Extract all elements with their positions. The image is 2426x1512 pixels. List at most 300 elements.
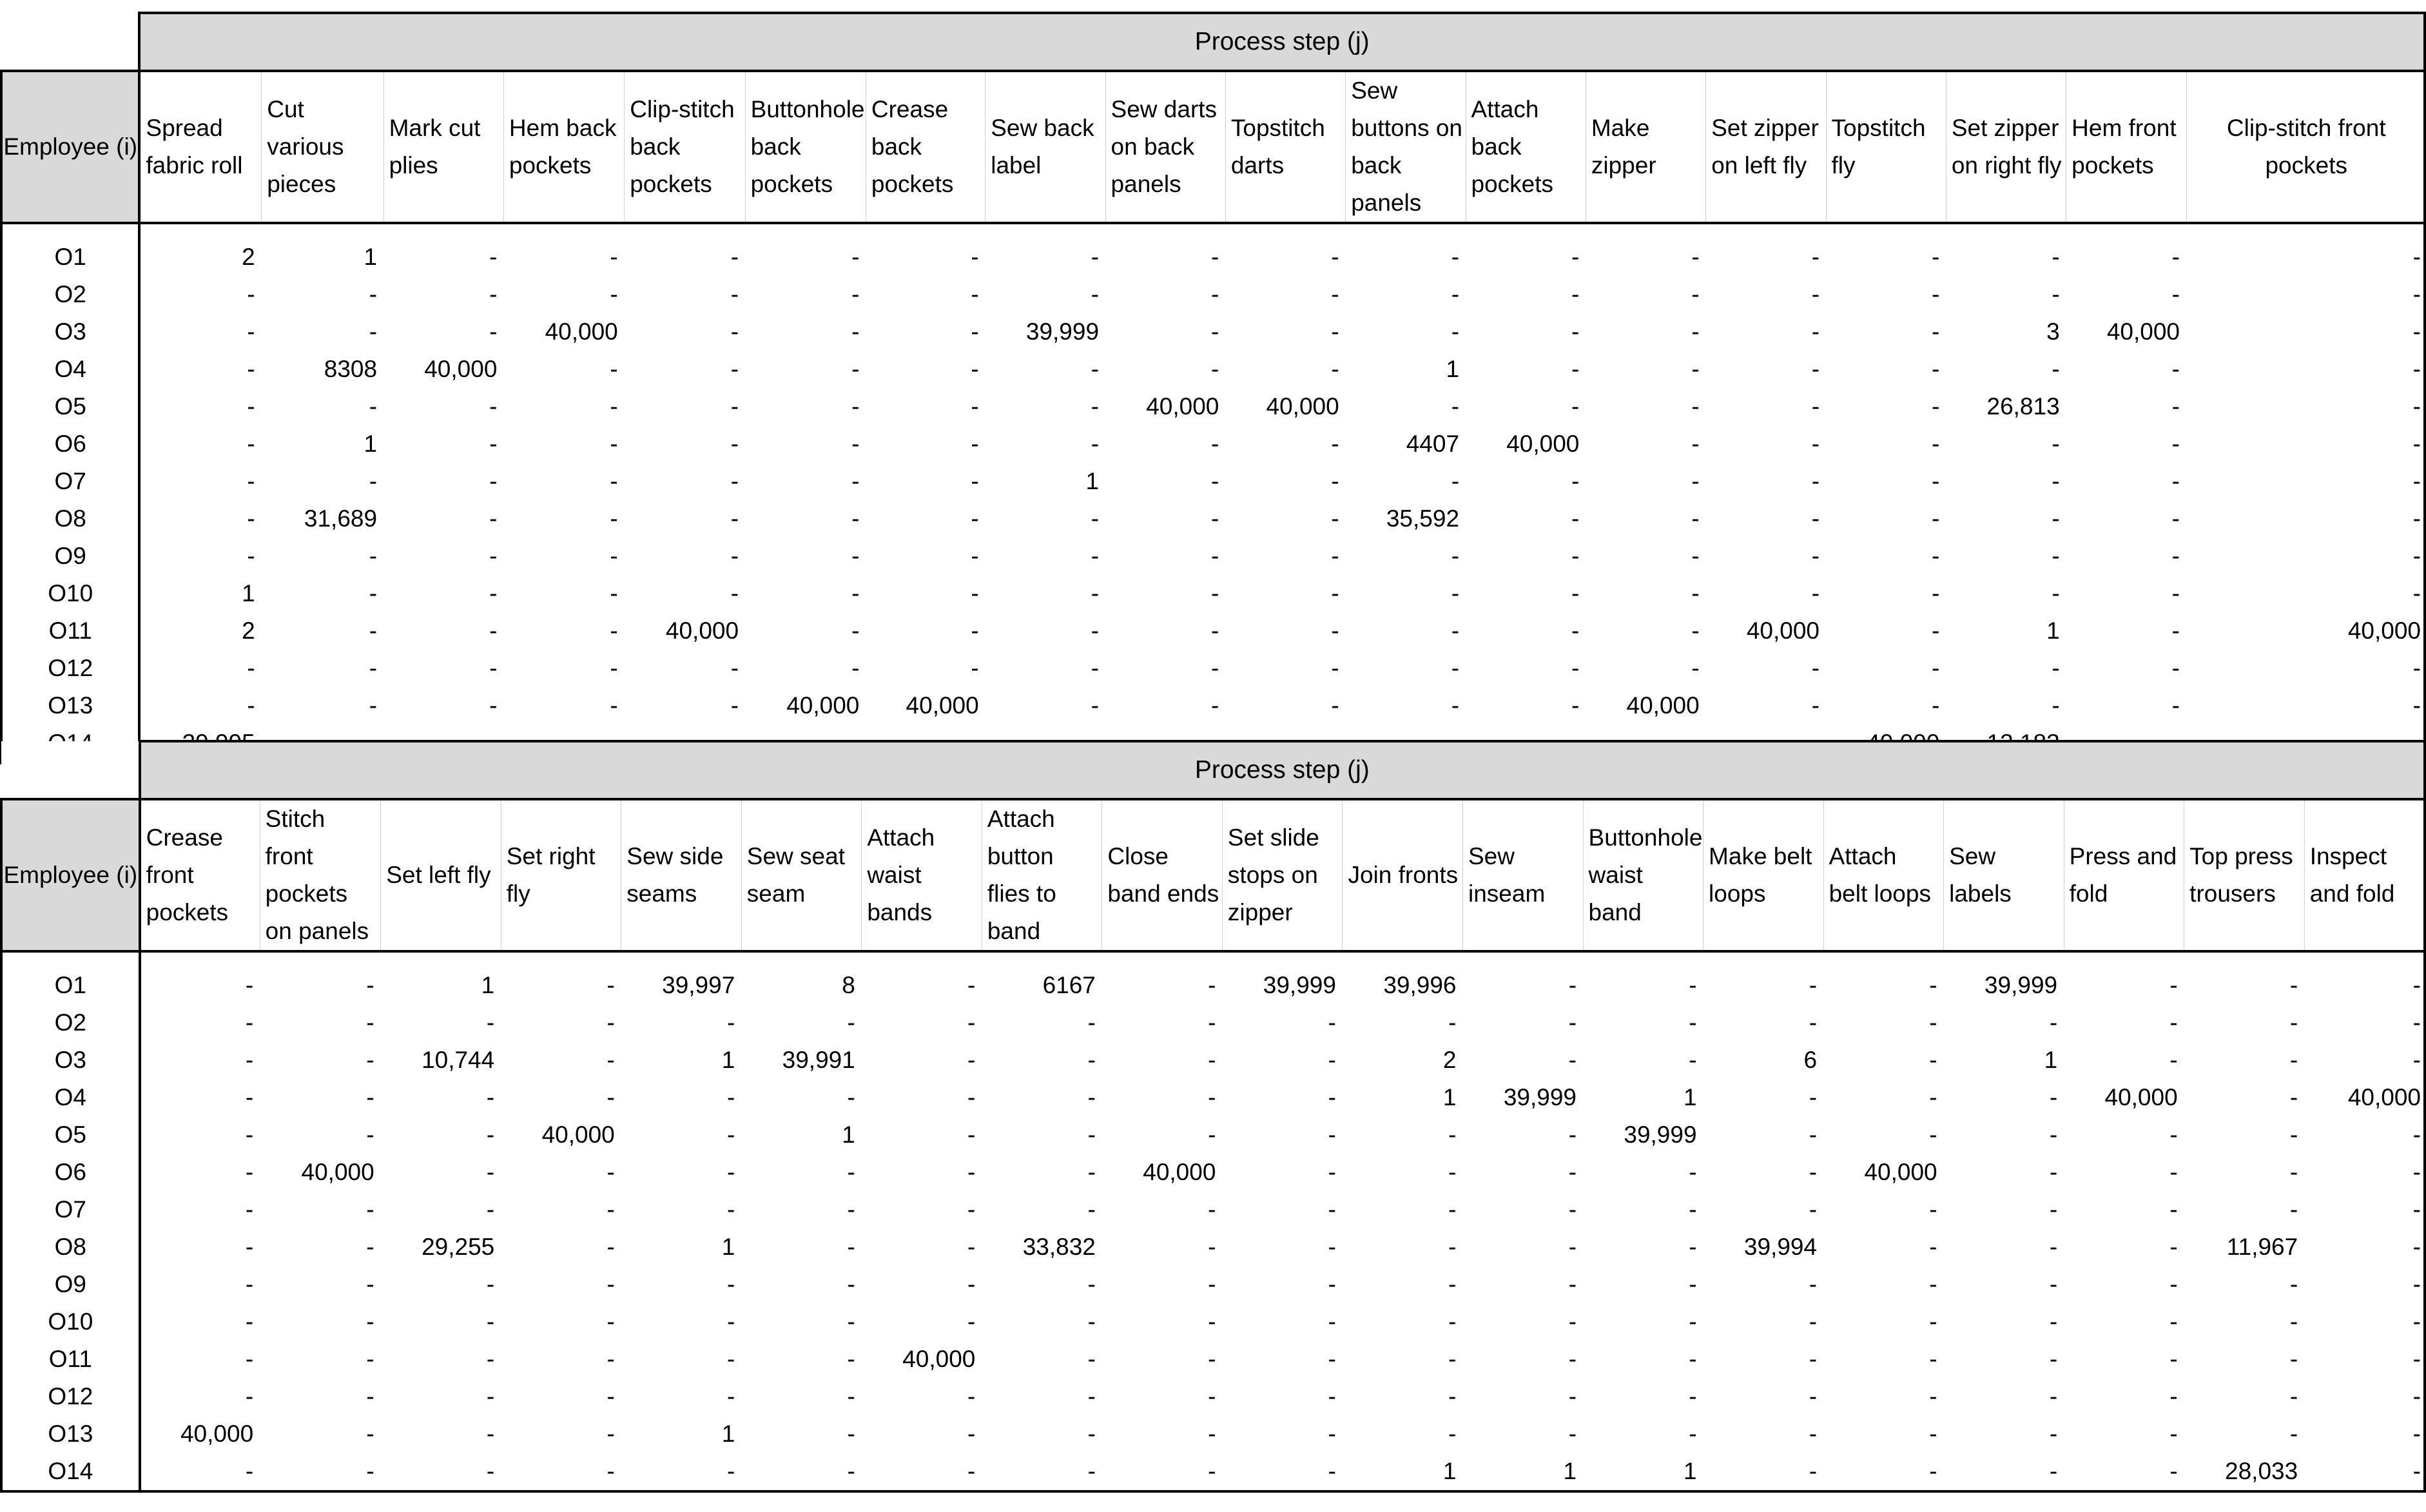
table-cell: - xyxy=(967,1383,976,1410)
table-cell: - xyxy=(1451,692,1460,719)
table-cell: - xyxy=(1087,1308,1096,1335)
table-row xyxy=(1,463,2425,500)
table-cell: - xyxy=(366,1308,374,1335)
table-row xyxy=(1,1116,2425,1154)
table-cell: - xyxy=(847,1346,855,1372)
table-cell: 1 xyxy=(842,1121,855,1148)
table-cell: - xyxy=(247,468,255,494)
table-cell: - xyxy=(606,972,615,998)
table-cell: - xyxy=(369,468,378,494)
table-cell: - xyxy=(847,1084,855,1110)
table-cell: - xyxy=(369,393,378,420)
table-cell: - xyxy=(1211,655,1219,681)
employee-label: O12 xyxy=(1,650,139,687)
table-cell: - xyxy=(366,1121,374,1148)
table-cell: 39,999 xyxy=(1263,972,1336,998)
table-cell: - xyxy=(1929,972,1937,998)
table-cell: 35,592 xyxy=(1386,505,1460,532)
table-cell: - xyxy=(971,318,979,345)
table-cell: - xyxy=(1571,356,1580,382)
process-step-column-header: Clip-stitch back pockets xyxy=(625,71,745,223)
table-cell: - xyxy=(489,543,498,569)
table-cell: - xyxy=(1087,1346,1096,1372)
table-cell: - xyxy=(1932,692,1940,719)
table-cell: - xyxy=(1087,1420,1096,1447)
process-step-column-header: Sew buttons on back panels xyxy=(1346,71,1466,223)
table-cell: 40,000 xyxy=(665,617,739,644)
employee-header: Employee (i) xyxy=(1,799,140,951)
corner-blank xyxy=(1,13,139,71)
table-cell: - xyxy=(971,431,979,457)
table-row xyxy=(1,1266,2425,1303)
table-cell: - xyxy=(1451,617,1460,644)
employee-label: O11 xyxy=(1,1341,140,1378)
table-cell: - xyxy=(1331,281,1339,307)
table-cell: - xyxy=(1328,1383,1336,1410)
table-cell: - xyxy=(2052,468,2060,494)
table-cell: - xyxy=(369,281,378,307)
table-cell: - xyxy=(245,1047,254,1073)
table-cell: - xyxy=(1932,468,1940,494)
table-cell: - xyxy=(1929,1308,1937,1335)
table-cell: - xyxy=(2289,1159,2298,1185)
table-cell: 39,996 xyxy=(1383,972,1457,998)
table-cell: - xyxy=(1811,543,1820,569)
table-cell: - xyxy=(1691,580,1700,606)
table-cell: - xyxy=(486,1159,495,1185)
table-cell: - xyxy=(247,692,255,719)
employee-label: O8 xyxy=(1,500,139,538)
table-cell: - xyxy=(851,655,860,681)
table-cell: - xyxy=(1208,1346,1216,1372)
table-cell: - xyxy=(2186,276,2425,313)
table-cell: - xyxy=(489,281,498,307)
table-cell: - xyxy=(245,1308,254,1335)
table-cell: - xyxy=(2289,1271,2298,1297)
table-cell: - xyxy=(2049,1420,2058,1447)
table-row xyxy=(1,1303,2425,1341)
table-cell: - xyxy=(1568,1346,1577,1372)
process-step-column-header: Press and fold xyxy=(2064,799,2184,951)
employee-label: O10 xyxy=(1,575,139,612)
table-cell: - xyxy=(247,281,255,307)
table-cell: - xyxy=(1328,1308,1336,1335)
table-cell: 1 xyxy=(721,1047,735,1073)
table-cell: - xyxy=(967,1420,976,1447)
table-cell: 1 xyxy=(242,580,255,606)
table-cell: - xyxy=(730,543,739,569)
table-cell: - xyxy=(245,1196,254,1223)
table-cell: - xyxy=(1208,1234,1216,1260)
process-step-column-header: Stitch front pockets on panels xyxy=(260,799,381,951)
table-cell: - xyxy=(1811,692,1820,719)
table-cell: - xyxy=(726,1121,735,1148)
table-cell: - xyxy=(851,543,860,569)
table-cell: - xyxy=(2052,692,2060,719)
employee-label: O13 xyxy=(1,1415,140,1453)
table-cell: - xyxy=(982,1453,1102,1491)
table-cell: 1 xyxy=(364,431,378,457)
table-cell: - xyxy=(1102,1453,1223,1491)
table-cell: - xyxy=(1091,692,1100,719)
table-cell: - xyxy=(1568,972,1577,998)
table-cell: - xyxy=(1809,1159,1818,1185)
table-cell: - xyxy=(1328,1346,1336,1372)
table-cell: 6 xyxy=(1803,1047,1818,1073)
table-cell: - xyxy=(851,244,860,270)
table-cell: 1 xyxy=(1085,468,1100,494)
table-cell: - xyxy=(1932,543,1940,569)
table-cell: - xyxy=(2049,1271,2058,1297)
table-cell: - xyxy=(606,1383,615,1410)
table-cell: - xyxy=(1571,281,1580,307)
table-cell: - xyxy=(2052,281,2060,307)
process-step-column-header: Sew inseam xyxy=(1462,799,1583,951)
employee-label: O9 xyxy=(1,538,139,575)
table-cell: - xyxy=(610,505,618,532)
table-cell: - xyxy=(1448,1234,1457,1260)
table-cell: - xyxy=(486,1420,495,1447)
table-cell: - xyxy=(1689,1420,1697,1447)
table-cell: - xyxy=(967,972,976,998)
table-cell: - xyxy=(366,1271,374,1297)
table-cell: - xyxy=(489,580,498,606)
table-cell: - xyxy=(1331,655,1339,681)
table-cell: - xyxy=(489,692,498,719)
table-cell: - xyxy=(1932,505,1940,532)
table-cell: - xyxy=(1932,393,1940,420)
employee-label: O1 xyxy=(1,238,139,276)
table-cell: - xyxy=(2304,1004,2425,1042)
table-cell: - xyxy=(486,1009,495,1036)
table-cell: - xyxy=(1809,1308,1818,1335)
table-cell: - xyxy=(1451,318,1460,345)
table-cell: 1 xyxy=(1683,1084,1697,1110)
employee-label: O13 xyxy=(1,687,139,724)
table-cell: - xyxy=(610,617,618,644)
table-cell: - xyxy=(2289,1084,2298,1110)
table-cell: - xyxy=(2171,692,2180,719)
employee-label: O4 xyxy=(1,351,139,388)
table-cell: - xyxy=(2169,1234,2178,1260)
table-row xyxy=(1,687,2425,724)
table-cell: - xyxy=(369,617,378,644)
table-cell: - xyxy=(1091,244,1100,270)
process-step-column-header: Sew side seams xyxy=(621,799,742,951)
process-step-column-header: Hem front pockets xyxy=(2066,71,2186,223)
table-cell: - xyxy=(1691,356,1700,382)
table-cell: - xyxy=(2289,972,2298,998)
table-cell: 1 xyxy=(2046,617,2060,644)
table-cell: 8308 xyxy=(324,356,378,382)
table-cell: - xyxy=(1091,617,1100,644)
table-cell: - xyxy=(851,431,860,457)
table-cell: - xyxy=(1568,1047,1577,1073)
table-cell: - xyxy=(1689,1271,1697,1297)
table-cell: - xyxy=(610,356,618,382)
table-cell: 10,744 xyxy=(422,1047,495,1073)
employee-label: O2 xyxy=(1,276,139,313)
table-row xyxy=(1,650,2425,687)
table-cell: - xyxy=(726,1084,735,1110)
table-cell: - xyxy=(1208,1121,1216,1148)
table-cell: - xyxy=(1691,393,1700,420)
table-cell: - xyxy=(2289,1383,2298,1410)
table-cell: - xyxy=(1328,1084,1336,1110)
process-step-column-header: Buttonhole back pockets xyxy=(745,71,866,223)
employee-label: O5 xyxy=(1,388,139,425)
table-cell: - xyxy=(1087,1009,1096,1036)
table-cell: - xyxy=(1929,1009,1937,1036)
table-cell: - xyxy=(2186,313,2425,351)
table-cell: 2 xyxy=(1442,1047,1457,1073)
table-cell: - xyxy=(610,543,618,569)
process-step-column-header: Crease front pockets xyxy=(140,799,260,951)
table-cell: - xyxy=(967,1009,976,1036)
table-row xyxy=(1,1079,2425,1116)
table-cell: - xyxy=(1091,580,1100,606)
table-cell: - xyxy=(1331,543,1339,569)
table-cell: - xyxy=(1211,244,1219,270)
table-cell: - xyxy=(2186,351,2425,388)
table-cell: - xyxy=(369,580,378,606)
table-cell: - xyxy=(1208,1009,1216,1036)
table-cell: - xyxy=(2169,1009,2178,1036)
table-cell: - xyxy=(971,617,979,644)
table-cell: - xyxy=(1809,1346,1818,1372)
table-cell: - xyxy=(1328,1047,1336,1073)
table-cell: - xyxy=(1211,543,1219,569)
table-cell: 40,000 xyxy=(1746,617,1820,644)
table-cell: - xyxy=(366,1346,374,1372)
table-cell: - xyxy=(1929,1346,1937,1372)
table-cell: - xyxy=(1691,244,1700,270)
process-step-column-header: Attach back pockets xyxy=(1466,71,1586,223)
table-cell: - xyxy=(2049,1234,2058,1260)
table-cell: - xyxy=(2304,1042,2425,1079)
row-spacer xyxy=(1,951,140,967)
table-cell: - xyxy=(245,1121,254,1148)
table-cell: - xyxy=(1451,655,1460,681)
table-cell: - xyxy=(2186,238,2425,276)
process-step-column-header: Sew back label xyxy=(985,71,1105,223)
table-cell: - xyxy=(489,655,498,681)
table-cell: - xyxy=(2169,1121,2178,1148)
process-step-column-header: Clip-stitch front pockets xyxy=(2186,71,2425,223)
table-cell: - xyxy=(1811,318,1820,345)
table-cell: - xyxy=(847,1009,855,1036)
table-cell: - xyxy=(730,580,739,606)
table-row xyxy=(1,1378,2425,1415)
table-cell: - xyxy=(610,655,618,681)
table-cell: 40,000 xyxy=(1146,393,1219,420)
process-step-column-header: Mark cut plies xyxy=(383,71,503,223)
table-cell: - xyxy=(247,543,255,569)
table-cell: - xyxy=(967,1196,976,1223)
table-cell: - xyxy=(606,1420,615,1447)
table-cell: - xyxy=(2171,468,2180,494)
table-cell: - xyxy=(847,1196,855,1223)
table-cell: - xyxy=(1571,505,1580,532)
table-cell: - xyxy=(851,468,860,494)
table-cell: - xyxy=(1689,1196,1697,1223)
table-cell: - xyxy=(847,1420,855,1447)
table-row xyxy=(1,1228,2425,1266)
table-cell: - xyxy=(1929,1234,1937,1260)
table-cell: - xyxy=(1208,1308,1216,1335)
table-cell: - xyxy=(1451,281,1460,307)
table-cell: - xyxy=(2304,1341,2425,1378)
table-row xyxy=(1,238,2425,276)
table-cell: - xyxy=(2304,1191,2425,1228)
table-cell: - xyxy=(486,1308,495,1335)
table-cell: 6167 xyxy=(1042,972,1096,998)
table-cell: - xyxy=(2169,972,2178,998)
process-step-column-header: Sew labels xyxy=(1944,799,2064,951)
process-step-header: Process step (j) xyxy=(140,741,2425,799)
process-step-column-header: Hem back pockets xyxy=(503,71,624,223)
table-cell: - xyxy=(1932,655,1940,681)
employee-label: O5 xyxy=(1,1116,140,1154)
row-spacer xyxy=(1,223,139,238)
table-cell: 40,000 xyxy=(180,1420,254,1447)
table-cell: - xyxy=(2049,1383,2058,1410)
process-step-column-header: Cut various pieces xyxy=(262,71,383,223)
table-cell: - xyxy=(851,318,860,345)
table-cell: - xyxy=(971,543,979,569)
table-row xyxy=(1,1042,2425,1079)
table-cell: - xyxy=(1811,431,1820,457)
table-cell: - xyxy=(1689,1234,1697,1260)
employee-label: O4 xyxy=(1,1079,140,1116)
table-cell: - xyxy=(1691,431,1700,457)
table-cell: - xyxy=(1448,1121,1457,1148)
table-cell: - xyxy=(971,655,979,681)
table-cell: - xyxy=(851,393,860,420)
table-cell: - xyxy=(1568,1159,1577,1185)
table-cell: - xyxy=(1448,1271,1457,1297)
table-cell: - xyxy=(1087,1383,1096,1410)
table-cell: - xyxy=(489,244,498,270)
table-cell: - xyxy=(610,281,618,307)
employee-label: O3 xyxy=(1,1042,140,1079)
table-cell: - xyxy=(2049,1196,2058,1223)
table-cell: 40,000 xyxy=(1266,393,1339,420)
table-cell: - xyxy=(1451,244,1460,270)
table-cell: - xyxy=(2304,1415,2425,1453)
table-cell: - xyxy=(2304,1154,2425,1191)
process-step-column-header: Set right fly xyxy=(501,799,621,951)
table-cell: - xyxy=(2289,1047,2298,1073)
employee-label: O6 xyxy=(1,425,139,463)
table-cell: - xyxy=(366,972,374,998)
table-cell: - xyxy=(1568,1234,1577,1260)
table-row xyxy=(1,425,2425,463)
table-cell: - xyxy=(1932,617,1940,644)
table-cell: 11,967 xyxy=(2226,1234,2298,1260)
table-cell: - xyxy=(2304,1303,2425,1341)
table-cell: - xyxy=(2049,1009,2058,1036)
process-step-column-header: Join fronts xyxy=(1343,799,1463,951)
table-cell: - xyxy=(967,1121,976,1148)
table-cell: - xyxy=(366,1009,374,1036)
table-cell: - xyxy=(2186,500,2425,538)
table-cell: - xyxy=(1811,244,1820,270)
table-cell: - xyxy=(730,281,739,307)
table-cell: - xyxy=(1091,431,1100,457)
table-cell: - xyxy=(1211,318,1219,345)
table-cell: - xyxy=(489,431,498,457)
table-cell: - xyxy=(2289,1196,2298,1223)
table-cell: - xyxy=(1568,1196,1577,1223)
table-row xyxy=(1,1415,2425,1453)
table-cell: - xyxy=(1809,1009,1818,1036)
table-row xyxy=(1,500,2425,538)
table-cell: - xyxy=(247,431,255,457)
table-cell: - xyxy=(971,393,979,420)
table-cell: - xyxy=(1091,281,1100,307)
table-cell: - xyxy=(851,356,860,382)
table-cell: - xyxy=(486,1196,495,1223)
table-cell: - xyxy=(971,580,979,606)
table-cell: 40,000 xyxy=(2304,1079,2425,1116)
process-step-column-header: Sew seat seam xyxy=(741,799,862,951)
table-cell: - xyxy=(2169,1420,2178,1447)
table-cell: 40,000 xyxy=(545,318,618,345)
table-cell: - xyxy=(2169,1159,2178,1185)
table-cell: - xyxy=(1568,1271,1577,1297)
table-cell: - xyxy=(971,505,979,532)
table-cell: 40,000 xyxy=(2106,318,2180,345)
table-cell: - xyxy=(851,281,860,307)
table-cell: - xyxy=(1811,356,1820,382)
table-cell: - xyxy=(245,1009,254,1036)
process-step-column-header: Make zipper xyxy=(1586,71,1705,223)
table-cell: - xyxy=(967,1271,976,1297)
table-cell: - xyxy=(1211,281,1219,307)
table-cell: - xyxy=(1811,468,1820,494)
corner-blank xyxy=(1,741,140,799)
table-cell: - xyxy=(245,972,254,998)
table-cell: - xyxy=(2304,1228,2425,1266)
table-cell: - xyxy=(1929,1047,1937,1073)
table-cell: - xyxy=(1571,468,1580,494)
table-cell: - xyxy=(1087,1196,1096,1223)
employee-label: O10 xyxy=(1,1303,140,1341)
table-cell: - xyxy=(851,617,860,644)
table-cell: - xyxy=(247,393,255,420)
table-cell: - xyxy=(1689,1346,1697,1372)
table-row xyxy=(1,575,2425,612)
table-cell: - xyxy=(1568,1009,1577,1036)
table-cell: - xyxy=(1811,505,1820,532)
table-cell: - xyxy=(369,692,378,719)
table-cell: - xyxy=(847,1308,855,1335)
table-cell: - xyxy=(1932,580,1940,606)
row-spacer xyxy=(140,951,2425,967)
table-cell: - xyxy=(1208,972,1216,998)
table-cell: - xyxy=(1451,580,1460,606)
table-cell: - xyxy=(1211,617,1219,644)
table-row xyxy=(1,351,2425,388)
table-cell: - xyxy=(366,1383,374,1410)
table-cell: - xyxy=(741,1453,862,1491)
table-cell: - xyxy=(486,1271,495,1297)
table-cell: - xyxy=(606,1047,615,1073)
table-cell: - xyxy=(610,244,618,270)
table-cell: - xyxy=(1571,318,1580,345)
assignment-table-part-1 xyxy=(0,12,2426,764)
